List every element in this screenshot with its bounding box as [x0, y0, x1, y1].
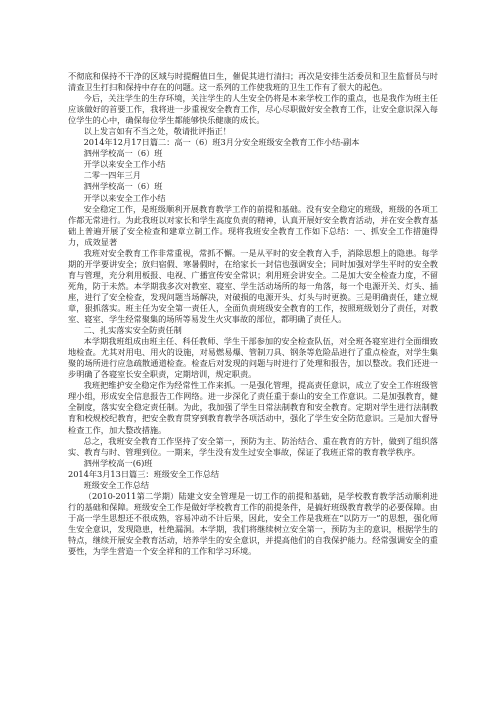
school-class-name: 泗州学校高一（6）班	[83, 148, 163, 159]
article-three-body: （2010-2011第二学期）陆建文安全管理是一切工作的前提和基础，是学校教育教学活动顺利进行的基础和保障。班级安全工作是做好学校教育工作的前提条件，是搞好班级教育教学的必要保障。由于高一学生思想还不很成熟，容易冲动不计后果，因此，安全工作是我班在“以防万一”的思想，强化师生安全意识，发现隐患，杜绝漏洞。本学期，我们将继续树立安全第一，预防为主的意识，根据学生的特点，继续开展安全教育活动，培养学生的安全意识，并提高他们的自我保护能力。经常强调安全的重要性，为学生营造一个安全祥和的工作和学习环境。	[68, 490, 438, 557]
closing-remark: 以上发言如有不当之处，敬请批评指正！	[83, 126, 231, 137]
article-three-heading: 2014年3月13日篇三：班级安全工作总结	[68, 468, 220, 479]
paragraph-measures: 我班对安全教育工作非常重视，常抓不懈。一是从平时的安全教育入手，消除思想上的隐患。每学期的开学要讲安全；放归宿假、寒暑假时，在给家长一封信也强调安全；同时加强对学生平时的安全教育与管理，充分利用板报、电视、广播宣传安全常识；利用班会讲安全。二是加大安全检查力度，不留死角，防于未然。本学期我多次对教室、寝室、学生活动场所的每一角落，每一个电源开关、灯头、插座，进行了安全检查，发现问题当场解决，对破损的电源开头、灯头与时更换。三是明确责任，建立规章，狠抓落实。班主任为安全第一责任人，全面负责班级安全教育的工作，按照班级划分了责任，对教室、寝室、学生经常聚集的场所等易发生火灾事故的部位，都明确了责任人。	[68, 247, 438, 325]
paragraph-2: 今后，关注学生的生存环境，关注学生的人生安全仍将是本来学校工作的重点，也是我作为班主任应该做好的首要工作，我将进一步重视安全教育工作，尽心尽职做好安全教育工作，让安全意识深入每位学生的心中，确保每位学生都能够快乐健康的成长。	[68, 93, 438, 126]
paragraph-inspection: 本学期我班组成由班主任、科任教师、学生干部参加的安全检查队伍，对全班各寝室进行全面细致地检查。尤其对用电、用火的设施，对易燃易爆、管制刀具、钢条等危险品进行了重点检查，对学生集聚的场所进行应急疏散通道检查。检查后对发现的问题与时进行了处理和报告，加以整改。我们还进一步明确了各寝室长安全职责，定期培训，规定职责。	[68, 336, 438, 380]
summary-title: 开学以来安全工作小结	[83, 159, 166, 170]
paragraph-1: 不彻底和保持不干净的区域与时提醒值日生，催促其进行清扫；再次是安排生活委员和卫生监督员与时清查卫生打扫和保持中存在的问题。这一系列的工作使我班的卫生工作有了很大的起色。	[68, 71, 438, 93]
signature-line: 泗州学校高一(6)班	[83, 457, 153, 468]
document-body	[68, 71, 438, 557]
summary-date: 二零一四年三月	[83, 170, 141, 181]
paragraph-management: 我班把维护安全稳定作为经常性工作来抓。一是强化管理，提高责任意识，成立了安全工作班级管理小组，形成安全信息报告工作网络。进一步深化了责任重于泰山的安全工作意识。二是加强教育，健全制度，落实安全稳定责任制。为此，我加强了学生日常法制教育和安全教育。定期对学生进行法制教育和校规校纪教育，把安全教育贯穿到教育教学各项活动中，强化了学生安全防范意识。三是加大督导检查工作，加大整改措施。	[68, 380, 438, 435]
paragraph-intro: 安全稳定工作，是班级顺利开展教育教学工作的前提和基础。没有安全稳定的班级，班级的各项工作都无常进行。为此我班以对家长和学生高度负责的精神，认真开展好安全教育活动，并在安全教育基础上普遍开展了安全检查和建章立制工作。现将我班安全教育工作如下总结：一、抓安全工作措施得力，成效显著	[68, 203, 438, 247]
summary-title-2: 开学以来安全工作小结	[83, 192, 166, 203]
article-three-title: 班级安全工作总结	[83, 479, 150, 490]
article-two-heading: 2014年12月17日篇二：高一（6）班3月分安全班级安全教育工作小结-副本	[83, 137, 360, 148]
paragraph-conclusion: 总之，我班安全教育工作坚持了安全第一，预防为主、防治结合、重在教育的方针，做到了组织落实、教育与时、管理到位。一期来，学生没有发生过安全事故，保证了我班正常的教育教学秩序。	[68, 435, 438, 457]
section-two-heading: 二、扎实落实安全防责任制	[83, 325, 182, 336]
school-class-name-2: 泗州学校高一（6）班	[83, 181, 163, 192]
